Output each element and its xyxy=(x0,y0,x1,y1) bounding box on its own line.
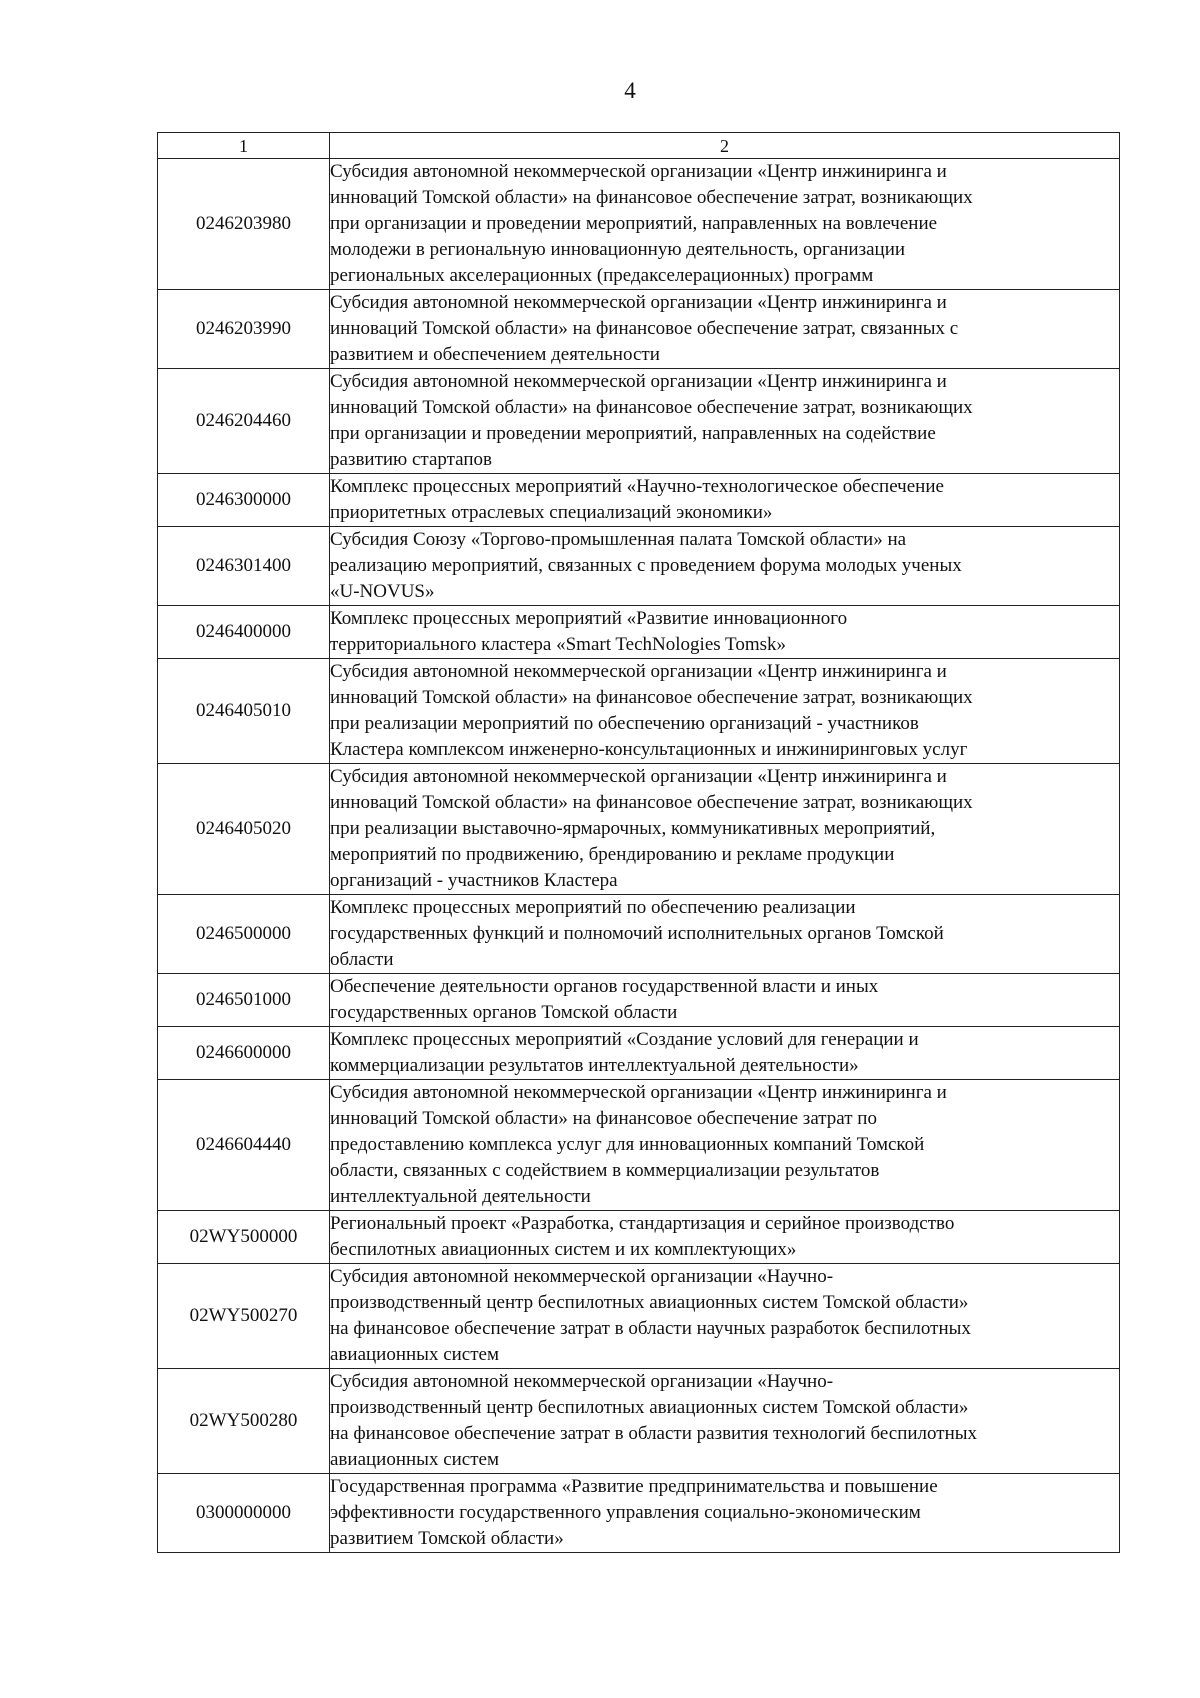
description-line: коммерциализации результатов интеллектуальной деятельности» xyxy=(330,1055,859,1076)
description-line: авиационных систем xyxy=(330,1344,499,1365)
description-line: организаций - участников Кластера xyxy=(330,870,618,891)
row-description xyxy=(330,1211,1120,1264)
table-row xyxy=(158,764,1120,895)
description-line: инноваций Томской области» на финансовое обеспечение затрат, возникающих xyxy=(330,187,973,208)
description-line: молодежи в региональную инновационную деятельность, организации xyxy=(330,239,906,260)
row-description xyxy=(330,1027,1120,1080)
description-line: Субсидия автономной некоммерческой организации «Научно- xyxy=(330,1371,834,1392)
row-code: 0246501000 xyxy=(158,974,330,1027)
description-line: беспилотных авиационных систем и их комплектующих» xyxy=(330,1239,797,1260)
header-col-1: 1 xyxy=(158,133,330,159)
description-line: на финансовое обеспечение затрат в области научных разработок беспилотных xyxy=(330,1318,971,1339)
table-row xyxy=(158,1211,1120,1264)
classification-table xyxy=(157,132,1120,1553)
table-row xyxy=(158,1264,1120,1369)
row-description xyxy=(330,974,1120,1027)
row-code: 0300000000 xyxy=(158,1474,330,1553)
description-line: интеллектуальной деятельности xyxy=(330,1186,591,1207)
description-line: области xyxy=(330,949,394,970)
description-line: мероприятий по продвижению, брендированию и рекламе продукции xyxy=(330,844,895,865)
description-line: Субсидия Союзу «Торгово-промышленная палата Томской области» на xyxy=(330,529,907,550)
description-line: Субсидия автономной некоммерческой организации «Центр инжиниринга и xyxy=(330,1082,947,1103)
header-col-2: 2 xyxy=(330,133,1120,159)
description-line: инноваций Томской области» на финансовое обеспечение затрат, возникающих xyxy=(330,397,973,418)
table-row xyxy=(158,474,1120,527)
description-line: развитием и обеспечением деятельности xyxy=(330,344,660,365)
row-description xyxy=(330,1080,1120,1211)
description-line: Комплекс процессных мероприятий «Создание условий для генерации и xyxy=(330,1029,919,1050)
description-line: Комплекс процессных мероприятий «Научно-технологическое обеспечение xyxy=(330,476,944,497)
description-line: Комплекс процессных мероприятий по обеспечению реализации xyxy=(330,897,856,918)
row-description xyxy=(330,659,1120,764)
description-line: инноваций Томской области» на финансовое обеспечение затрат, связанных с xyxy=(330,318,959,339)
description-line: Государственная программа «Развитие предпринимательства и повышение xyxy=(330,1476,938,1497)
row-code: 0246405010 xyxy=(158,659,330,764)
description-line: приоритетных отраслевых специализаций экономики» xyxy=(330,502,773,523)
description-line: Региональный проект «Разработка, стандартизация и серийное производство xyxy=(330,1213,955,1234)
row-description xyxy=(330,764,1120,895)
description-line: государственных органов Томской области xyxy=(330,1002,678,1023)
description-line: при реализации мероприятий по обеспечению организаций - участников xyxy=(330,713,919,734)
row-description xyxy=(330,1474,1120,1553)
description-line: развитию стартапов xyxy=(330,449,493,470)
description-line: инноваций Томской области» на финансовое обеспечение затрат, возникающих xyxy=(330,792,973,813)
description-line: Кластера комплексом инженерно-консультационных и инжиниринговых услуг xyxy=(330,739,968,760)
description-line: при организации и проведении мероприятий, направленных на содействие xyxy=(330,423,936,444)
row-code: 0246400000 xyxy=(158,606,330,659)
description-line: Обеспечение деятельности органов государственной власти и иных xyxy=(330,976,879,997)
row-code: 02WY500270 xyxy=(158,1264,330,1369)
row-code: 02WY500000 xyxy=(158,1211,330,1264)
row-description xyxy=(330,527,1120,606)
description-line: Субсидия автономной некоммерческой организации «Центр инжиниринга и xyxy=(330,766,947,787)
description-line: области, связанных с содействием в коммерциализации результатов xyxy=(330,1160,880,1181)
description-line: эффективности государственного управления социально-экономическим xyxy=(330,1502,921,1523)
row-code: 02WY500280 xyxy=(158,1369,330,1474)
description-line: инноваций Томской области» на финансовое обеспечение затрат, возникающих xyxy=(330,687,973,708)
description-line: производственный центр беспилотных авиационных систем Томской области» xyxy=(330,1292,969,1313)
row-code: 0246203980 xyxy=(158,159,330,290)
description-line: реализацию мероприятий, связанных с проведением форума молодых ученых xyxy=(330,555,962,576)
description-line: авиационных систем xyxy=(330,1449,499,1470)
description-line: «U-NOVUS» xyxy=(330,581,435,602)
description-line: при реализации выставочно-ярмарочных, коммуникативных мероприятий, xyxy=(330,818,936,839)
table-row xyxy=(158,1027,1120,1080)
description-line: Субсидия автономной некоммерческой организации «Центр инжиниринга и xyxy=(330,292,947,313)
description-line: на финансовое обеспечение затрат в области развития технологий беспилотных xyxy=(330,1423,978,1444)
table-row xyxy=(158,659,1120,764)
description-line: государственных функций и полномочий исполнительных органов Томской xyxy=(330,923,944,944)
description-line: Комплекс процессных мероприятий «Развитие инновационного xyxy=(330,608,848,629)
page-number: 4 xyxy=(624,78,636,103)
row-description xyxy=(330,895,1120,974)
row-code: 0246405020 xyxy=(158,764,330,895)
row-code: 0246301400 xyxy=(158,527,330,606)
description-line: Субсидия автономной некоммерческой организации «Научно- xyxy=(330,1266,834,1287)
row-description xyxy=(330,474,1120,527)
row-description xyxy=(330,290,1120,369)
table-row xyxy=(158,1474,1120,1553)
table-row xyxy=(158,974,1120,1027)
row-description xyxy=(330,369,1120,474)
row-code: 0246204460 xyxy=(158,369,330,474)
table-row xyxy=(158,1080,1120,1211)
table-header-row xyxy=(158,133,1120,159)
table-row xyxy=(158,527,1120,606)
description-line: при организации и проведении мероприятий, направленных на вовлечение xyxy=(330,213,938,234)
description-line: инноваций Томской области» на финансовое обеспечение затрат по xyxy=(330,1108,877,1129)
row-code: 0246300000 xyxy=(158,474,330,527)
table-row xyxy=(158,895,1120,974)
description-line: производственный центр беспилотных авиационных систем Томской области» xyxy=(330,1397,969,1418)
table-row xyxy=(158,159,1120,290)
description-line: развитием Томской области» xyxy=(330,1528,564,1549)
description-line: территориального кластера «Smart TechNologies Tomsk» xyxy=(330,634,787,655)
description-line: Субсидия автономной некоммерческой организации «Центр инжиниринга и xyxy=(330,371,947,392)
table-row xyxy=(158,290,1120,369)
row-code: 0246500000 xyxy=(158,895,330,974)
table-row xyxy=(158,1369,1120,1474)
row-code: 0246203990 xyxy=(158,290,330,369)
description-line: Субсидия автономной некоммерческой организации «Центр инжиниринга и xyxy=(330,661,947,682)
row-code: 0246604440 xyxy=(158,1080,330,1211)
table-row xyxy=(158,606,1120,659)
description-line: Субсидия автономной некоммерческой организации «Центр инжиниринга и xyxy=(330,161,947,182)
row-description xyxy=(330,1264,1120,1369)
row-description xyxy=(330,159,1120,290)
table-row xyxy=(158,369,1120,474)
row-description xyxy=(330,1369,1120,1474)
row-code: 0246600000 xyxy=(158,1027,330,1080)
description-line: региональных акселерационных (предакселерационных) программ xyxy=(330,265,874,286)
row-description xyxy=(330,606,1120,659)
description-line: предоставлению комплекса услуг для инновационных компаний Томской xyxy=(330,1134,925,1155)
